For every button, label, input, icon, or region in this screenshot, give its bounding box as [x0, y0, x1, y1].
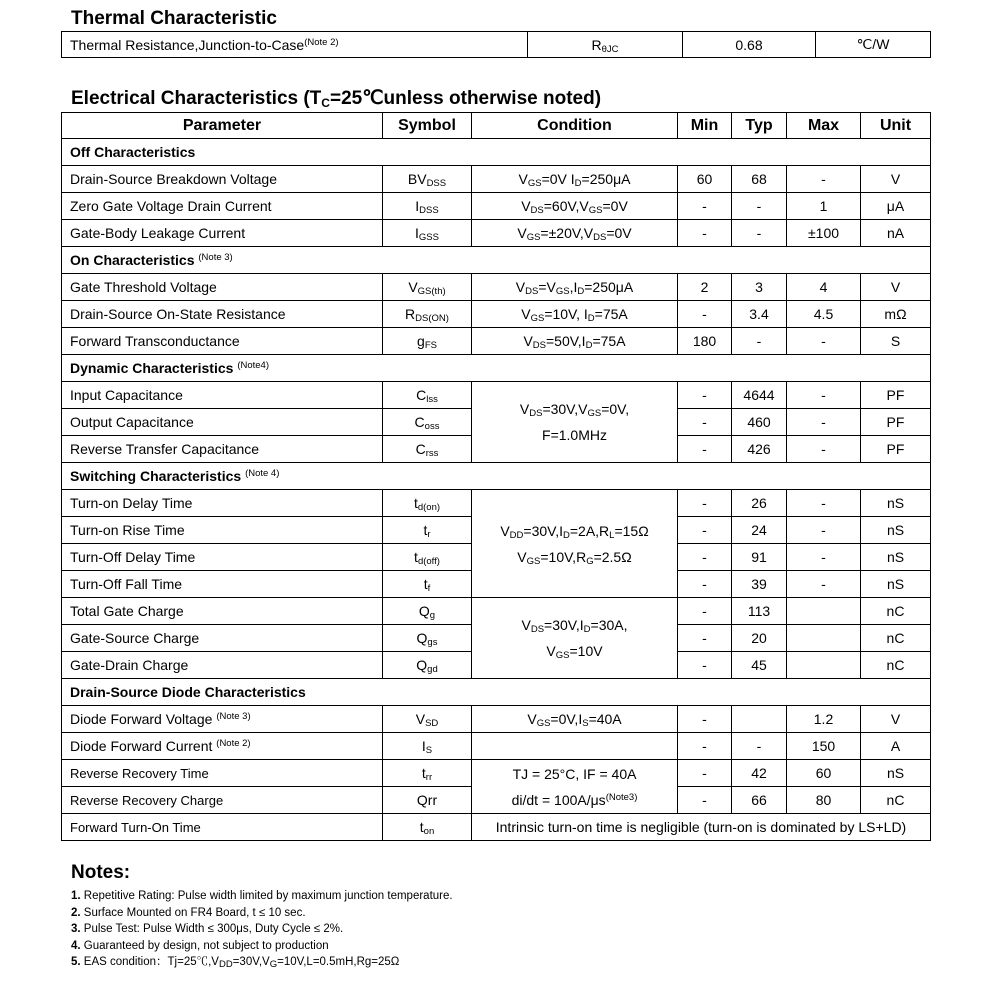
- condition-cell: $V_{GS}=0V,I_S=40A$: [472, 706, 678, 733]
- header-min: Min: [678, 113, 732, 139]
- electrical-section-title: Electrical Characteristics ($T_C=25℃unless$ otherwise noted): [71, 88, 602, 110]
- max-cell: -: [787, 490, 861, 517]
- min-cell: -: [678, 787, 732, 814]
- unit-cell: V: [861, 706, 931, 733]
- typ-cell: 91: [732, 544, 787, 571]
- max-cell: 60: [787, 760, 861, 787]
- table-row: [62, 166, 931, 193]
- symbol-cell: $C_{rss}$: [383, 436, 472, 463]
- max-cell: -: [787, 571, 861, 598]
- max-cell: 80: [787, 787, 861, 814]
- min-cell: -: [678, 625, 732, 652]
- symbol-cell: $Q_{gd}$: [383, 652, 472, 679]
- condition-cell: $V_{DS}=60V,V_{GS}=0V$: [472, 193, 678, 220]
- typ-cell: 3.4: [732, 301, 787, 328]
- typ-cell: 24: [732, 517, 787, 544]
- unit-cell: nS: [861, 760, 931, 787]
- min-cell: -: [678, 301, 732, 328]
- symbol-cell: $t_{d(on)}$: [383, 490, 472, 517]
- typ-cell: 4644: [732, 382, 787, 409]
- symbol-cell: $I_{GSS}$: [383, 220, 472, 247]
- unit-cell: nS: [861, 490, 931, 517]
- min-cell: -: [678, 517, 732, 544]
- param-cell: Diode Forward Current $^{(Note 2)}$: [62, 733, 383, 760]
- param-cell: Reverse Transfer Capacitance: [62, 436, 383, 463]
- symbol-cell: $t_r$: [383, 517, 472, 544]
- param-cell: Turn-on Delay Time: [62, 490, 383, 517]
- unit-cell: nC: [861, 652, 931, 679]
- param-cell: Drain-Source On-State Resistance: [62, 301, 383, 328]
- min-cell: -: [678, 490, 732, 517]
- table-row: [62, 220, 931, 247]
- symbol-cell: $t_{on}$: [383, 814, 472, 841]
- typ-cell: -: [732, 193, 787, 220]
- thermal-table: [61, 31, 931, 58]
- typ-cell: 26: [732, 490, 787, 517]
- typ-cell: -: [732, 733, 787, 760]
- min-cell: -: [678, 544, 732, 571]
- notes-list: [71, 888, 453, 971]
- typ-cell: 66: [732, 787, 787, 814]
- table-row: [62, 193, 931, 220]
- unit-cell: nS: [861, 544, 931, 571]
- group-label: Switching Characteristics $^{(Note 4)}$: [62, 463, 931, 490]
- min-cell: -: [678, 382, 732, 409]
- min-cell: -: [678, 220, 732, 247]
- note-item: 2. Surface Mounted on FR4 Board, t ≤ 10 sec.: [71, 906, 306, 919]
- symbol-cell: $Q_{gs}$: [383, 625, 472, 652]
- table-row: [62, 301, 931, 328]
- typ-cell: 460: [732, 409, 787, 436]
- condition-cell: $V_{GS}=0V$ $I_D=250\mu A$: [472, 166, 678, 193]
- group-row-on: [62, 247, 931, 274]
- param-cell: Gate-Source Charge: [62, 625, 383, 652]
- typ-cell: 3: [732, 274, 787, 301]
- param-cell: Turn-on Rise Time: [62, 517, 383, 544]
- unit-cell: nC: [861, 625, 931, 652]
- param-cell: Zero Gate Voltage Drain Current: [62, 193, 383, 220]
- header-unit: Unit: [861, 113, 931, 139]
- table-row: [62, 382, 931, 409]
- max-cell: -: [787, 328, 861, 355]
- param-cell: Reverse Recovery Charge: [62, 787, 383, 814]
- unit-cell: PF: [861, 409, 931, 436]
- notes-title: Notes:: [71, 862, 131, 883]
- table-row: [62, 490, 931, 517]
- max-cell: -: [787, 409, 861, 436]
- symbol-cell: $C_{lss}$: [383, 382, 472, 409]
- unit-cell: A: [861, 733, 931, 760]
- symbol-cell: $R_{DS(ON)}$: [383, 301, 472, 328]
- param-cell: Drain-Source Breakdown Voltage: [62, 166, 383, 193]
- symbol-cell: $V_{GS(th)}$: [383, 274, 472, 301]
- group-label: Off Characteristics: [62, 139, 931, 166]
- typ-cell: [732, 706, 787, 733]
- max-cell: 4.5: [787, 301, 861, 328]
- max-cell: -: [787, 382, 861, 409]
- condition-cell: TJ = 25°C, IF = 40A di/dt = 100A/μs$^{(Note3)}$: [472, 760, 678, 814]
- min-cell: -: [678, 436, 732, 463]
- note-item: 1. Repetitive Rating: Pulse width limited by maximum junction temperature.: [71, 890, 453, 902]
- thermal-symbol: $R_{\theta JC}$: [528, 32, 683, 58]
- max-cell: 1: [787, 193, 861, 220]
- max-cell: [787, 625, 861, 652]
- thermal-value: 0.68: [683, 32, 816, 58]
- table-row: [62, 814, 931, 841]
- param-cell: Reverse Recovery Time: [62, 760, 383, 787]
- typ-cell: 426: [732, 436, 787, 463]
- min-cell: 2: [678, 274, 732, 301]
- note-item: 3. Pulse Test: Pulse Width ≤ 300μs, Duty Cycle ≤ 2%.: [71, 923, 344, 935]
- param-cell: Gate-Body Leakage Current: [62, 220, 383, 247]
- header-typ: Typ: [732, 113, 787, 139]
- condition-cell: $V_{DS}=30V,I_D=30A$, $V_{GS}=10V$: [472, 598, 678, 679]
- group-label: Dynamic Characteristics $^{(Note4)}$: [62, 355, 931, 382]
- condition-cell: $V_{DS}=30V,V_{GS}=0V$, F=1.0MHz: [472, 382, 678, 463]
- max-cell: ±100: [787, 220, 861, 247]
- symbol-cell: $t_{d(off)}$: [383, 544, 472, 571]
- table-row: [62, 706, 931, 733]
- note-item: 4. Guaranteed by design, not subject to production: [71, 939, 329, 952]
- table-row: [62, 598, 931, 625]
- table-row: [62, 760, 931, 787]
- header-parameter: Parameter: [62, 113, 383, 139]
- param-cell: Forward Turn-On Time: [62, 814, 383, 841]
- max-cell: -: [787, 166, 861, 193]
- symbol-cell: $g_{FS}$: [383, 328, 472, 355]
- condition-cell: $V_{DD}=30V,I_D=2A,R_L=15\Omega$ $V_{GS}=10V,R_G=2.5\Omega$: [472, 490, 678, 598]
- header-max: Max: [787, 113, 861, 139]
- unit-cell: nC: [861, 598, 931, 625]
- typ-cell: 20: [732, 625, 787, 652]
- unit-cell: nS: [861, 571, 931, 598]
- symbol-cell: $t_{rr}$: [383, 760, 472, 787]
- min-cell: 60: [678, 166, 732, 193]
- max-cell: 1.2: [787, 706, 861, 733]
- thermal-section-title: Thermal Characteristic: [71, 8, 277, 29]
- thermal-param: Thermal Resistance,Junction-to-Case$^{(Note 2)}$: [62, 32, 528, 58]
- unit-cell: S: [861, 328, 931, 355]
- unit-cell: V: [861, 274, 931, 301]
- param-cell: Diode Forward Voltage $^{(Note 3)}$: [62, 706, 383, 733]
- header-condition: Condition: [472, 113, 678, 139]
- symbol-cell: $I_S$: [383, 733, 472, 760]
- group-row-dynamic: [62, 355, 931, 382]
- min-cell: 180: [678, 328, 732, 355]
- max-cell: -: [787, 436, 861, 463]
- param-cell: Turn-Off Fall Time: [62, 571, 383, 598]
- min-cell: -: [678, 409, 732, 436]
- thermal-row: [62, 32, 931, 58]
- max-cell: -: [787, 517, 861, 544]
- max-cell: [787, 598, 861, 625]
- unit-cell: PF: [861, 382, 931, 409]
- min-cell: -: [678, 733, 732, 760]
- typ-cell: 42: [732, 760, 787, 787]
- param-cell: Gate-Drain Charge: [62, 652, 383, 679]
- max-cell: 150: [787, 733, 861, 760]
- min-cell: -: [678, 706, 732, 733]
- group-row-off: [62, 139, 931, 166]
- note-item: 5. EAS condition：$Tj=25℃,V_{DD}=30V,V_G=10V,L=0.5mH,Rg=25\Omega$: [71, 956, 400, 970]
- group-row-diode: [62, 679, 931, 706]
- max-cell: 4: [787, 274, 861, 301]
- unit-cell: V: [861, 166, 931, 193]
- electrical-table: [61, 112, 931, 841]
- typ-cell: -: [732, 328, 787, 355]
- typ-cell: 45: [732, 652, 787, 679]
- symbol-cell: $V_{SD}$: [383, 706, 472, 733]
- unit-cell: nA: [861, 220, 931, 247]
- condition-cell: $V_{DS}=50V,I_D=75A$: [472, 328, 678, 355]
- min-cell: -: [678, 760, 732, 787]
- typ-cell: 113: [732, 598, 787, 625]
- unit-cell: mΩ: [861, 301, 931, 328]
- condition-cell: Intrinsic turn-on time is negligible (turn-on is dominated by LS+LD): [472, 814, 931, 841]
- unit-cell: nC: [861, 787, 931, 814]
- table-row: [62, 328, 931, 355]
- symbol-cell: $BV_{DSS}$: [383, 166, 472, 193]
- symbol-cell: $Q_g$: [383, 598, 472, 625]
- param-cell: Gate Threshold Voltage: [62, 274, 383, 301]
- min-cell: -: [678, 652, 732, 679]
- param-cell: Turn-Off Delay Time: [62, 544, 383, 571]
- header-symbol: Symbol: [383, 113, 472, 139]
- table-row: [62, 733, 931, 760]
- condition-cell: [472, 733, 678, 760]
- param-cell: Forward Transconductance: [62, 328, 383, 355]
- min-cell: -: [678, 598, 732, 625]
- condition-cell: $V_{GS}=10V$, $I_D=75A$: [472, 301, 678, 328]
- condition-cell: $V_{GS}=\pm 20V,V_{DS}=0V$: [472, 220, 678, 247]
- typ-cell: -: [732, 220, 787, 247]
- max-cell: -: [787, 544, 861, 571]
- max-cell: [787, 652, 861, 679]
- table-row: [62, 274, 931, 301]
- condition-cell: $V_{DS}=V_{GS},I_D=250\mu A$: [472, 274, 678, 301]
- typ-cell: 39: [732, 571, 787, 598]
- unit-cell: μA: [861, 193, 931, 220]
- symbol-cell: $C_{oss}$: [383, 409, 472, 436]
- thermal-unit: ℃/W: [816, 32, 931, 58]
- param-cell: Total Gate Charge: [62, 598, 383, 625]
- group-label: On Characteristics $^{(Note 3)}$: [62, 247, 931, 274]
- typ-cell: 68: [732, 166, 787, 193]
- symbol-cell: $t_f$: [383, 571, 472, 598]
- unit-cell: nS: [861, 517, 931, 544]
- group-row-switching: [62, 463, 931, 490]
- unit-cell: PF: [861, 436, 931, 463]
- min-cell: -: [678, 571, 732, 598]
- min-cell: -: [678, 193, 732, 220]
- header-row: [62, 113, 931, 139]
- group-label: Drain-Source Diode Characteristics: [62, 679, 931, 706]
- param-cell: Input Capacitance: [62, 382, 383, 409]
- param-cell: Output Capacitance: [62, 409, 383, 436]
- symbol-cell: Qrr: [383, 787, 472, 814]
- symbol-cell: $I_{DSS}$: [383, 193, 472, 220]
